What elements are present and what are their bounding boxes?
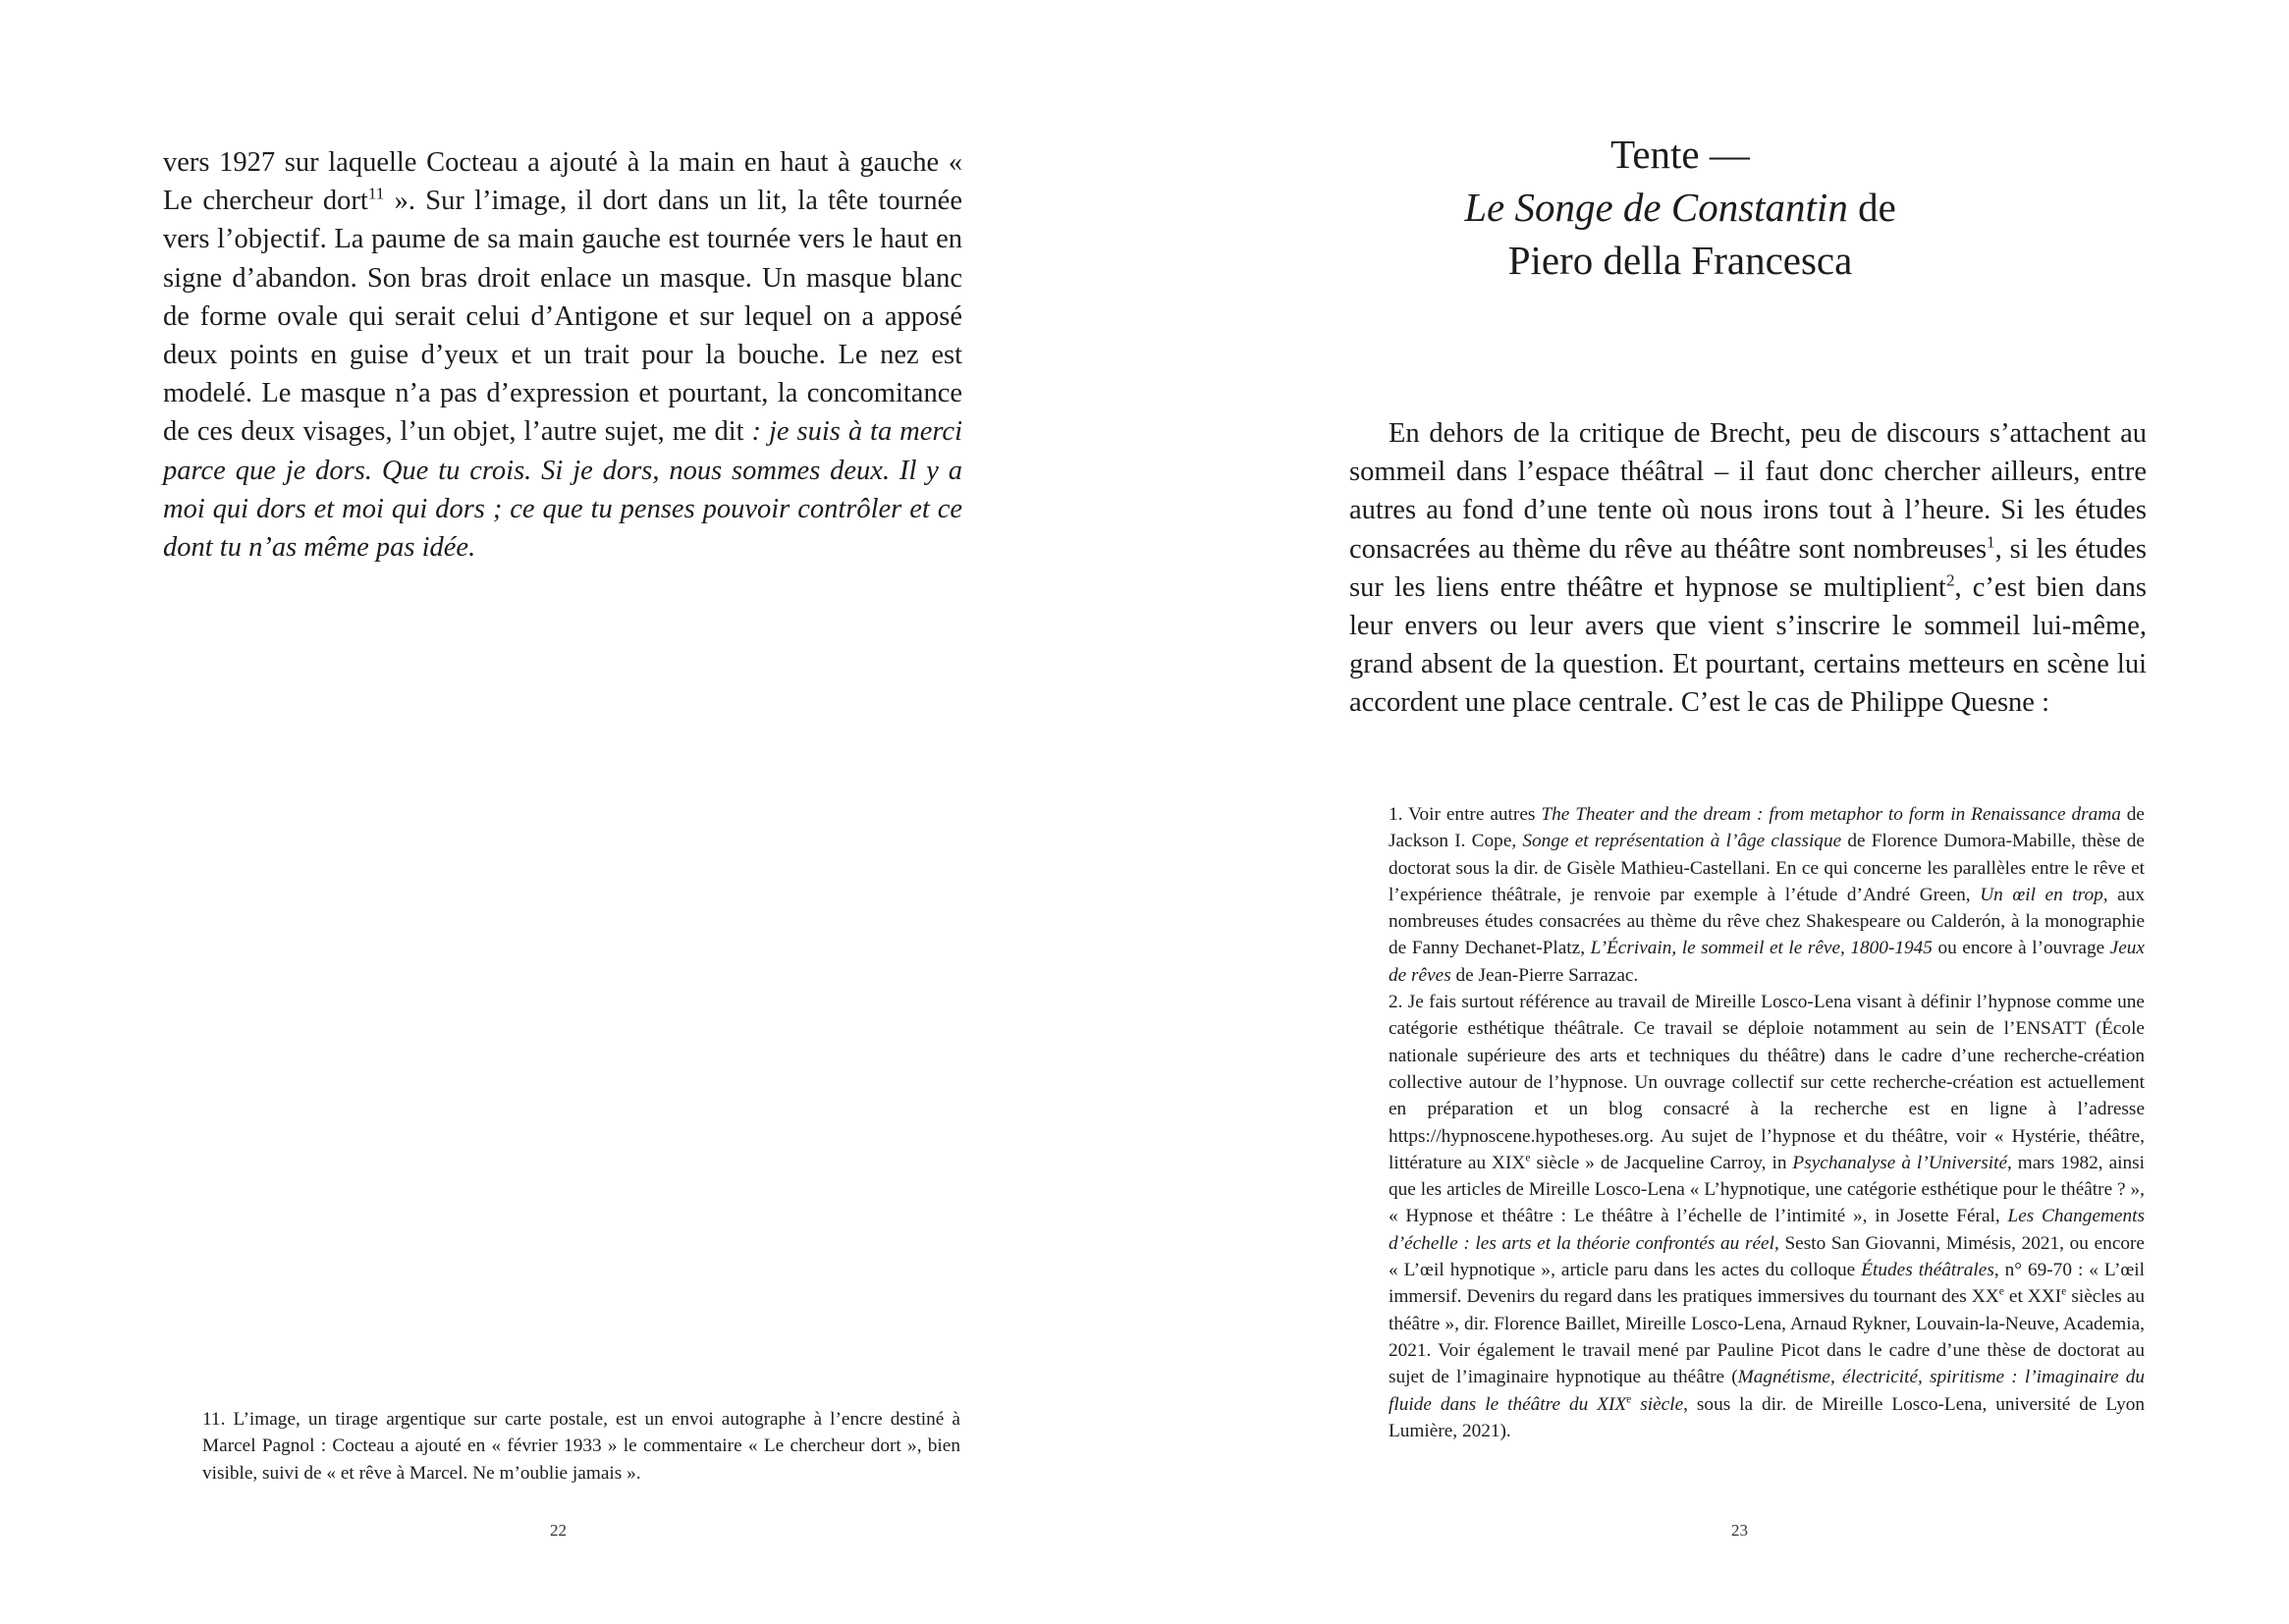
footnote-1: 1. Voir entre autres The Theater and the dream : from metaphor to form in Renaissance drama de Jackson I. Cope, Songe et représentation à l’âge classique de Florence Dumora-Mabille, thèse de doctorat sous la dir. de Gisèle Mathieu-Castellani. En ce qui concerne les parallèles entre le rêve et l’expérience théâtrale, je renvoie par exemple à l’étude d’André Green, Un œil en trop, aux nombreuses études consacrées au thème du rêve chez Shakespeare ou Calderón, à la monographie de Fanny Dechanet-Platz, L’Écrivain, le sommeil et le rêve, 1800-1945 ou encore à l’ouvrage Jeux de rêves de Jean-Pierre Sarrazac. bbox=[1389, 804, 2145, 986]
footnote-11: 11. L’image, un tirage argentique sur carte postale, est un envoi autographe à l’encre destiné à Marcel Pagnol : Cocteau a ajouté en « février 1933 » le commentaire « Le chercheur dort », bien visible, suivi de « et rêve à Marcel. Ne m’oublie jamais ». bbox=[202, 1409, 960, 1484]
footnote-ref-1[interactable]: 1 bbox=[1987, 532, 1995, 552]
title-line-2: Le Songe de Constantin de bbox=[1464, 185, 1896, 230]
left-footnotes bbox=[202, 1406, 960, 1487]
left-paragraph: vers 1927 sur laquelle Cocteau a ajouté à la main en haut à gauche « Le chercheur dort$^{11}$ ». Sur l’image, il dort dans un lit, la tête tournée vers l’objectif. La paume de sa main gauche est tournée vers le haut en signe d’abandon. Son bras droit enlace un masque. Un masque blanc de forme ovale qui serait celui d’Antigone et sur lequel on a apposé deux points en guise d’yeux et un trait pour la bouche. Le nez est modelé. Le masque n’a pas d’expression et pourtant, la concomitance de ces deux visages, l’un objet, l’autre sujet, me dit : je suis à ta merci parce que je dors. Que tu crois. Si je dors, nous sommes deux. Il y a moi qui dors et moi qui dors ; ce que tu penses pouvoir contrôler et ce dont tu n’as même pas idée. bbox=[163, 147, 962, 564]
right-page bbox=[1145, 0, 2289, 1624]
italic-quote: : je suis à ta merci parce que je dors. Que tu crois. Si je dors, nous sommes deux. Il y a moi qui dors et moi qui dors ; ce que tu penses pouvoir contrôler et ce dont tu n’as même pas idée. bbox=[163, 416, 962, 564]
page-number-right: 23 bbox=[1731, 1521, 1748, 1540]
right-body-text bbox=[1349, 414, 2147, 723]
title-line-3: Piero della Francesca bbox=[1507, 238, 1853, 283]
footnote-ref-2[interactable]: 2 bbox=[1945, 570, 1955, 590]
footnote-ref-11[interactable]: 11 bbox=[367, 184, 385, 203]
left-page bbox=[0, 0, 1144, 1624]
footnote-2: 2. Je fais surtout référence au travail de Mireille Losco-Lena visant à définir l’hypnose comme une catégorie esthétique théâtrale. Ce travail se déploie notamment au sein de l’ENSATT (École nationale supérieure des arts et techniques du théâtre) dans le cadre d’une recherche-création collective autour de l’hypnose. Un ouvrage collectif sur cette recherche-création est actuellement en préparation et un blog consacré à la recherche est en ligne à l’adresse https://hypnoscene.hypotheses.org. Au sujet de l’hypnose et du théâtre, voir « Hystérie, théâtre, littérature au XIXe siècle » de Jacqueline Carroy, in Psychanalyse à l’Université, mars 1982, ainsi que les articles de Mireille Losco-Lena « L’hypnotique, une catégorie esthétique pour le théâtre ? », « Hypnose et théâtre : Le théâtre à l’échelle de l’intimité », in Josette Féral, Les Changements d’échelle : les arts et la théorie confrontés au réel, Sesto San Giovanni, Mimésis, 2021, ou encore « L’œil hypnotique », article paru dans les actes du colloque Études théâtrales, n° 69-70 : « L’œil immersif. Devenirs du regard dans les pratiques immersives du tournant des XXe et XXIe siècles au théâtre », dir. Florence Baillet, Mireille Losco-Lena, Arnaud Rykner, Louvain-la-Neuve, Academia, 2021. Voir également le travail mené par Pauline Picot dans le cadre d’une thèse de doctorat au sujet de l’imaginaire hypnotique au théâtre (Magnétisme, électricité, spiritisme : l’imaginaire du fluide dans le théâtre du XIXe siècle, sous la dir. de Mireille Losco-Lena, université de Lyon Lumière, 2021). bbox=[1389, 992, 2146, 1441]
left-body-text bbox=[163, 143, 962, 567]
title-line-1: Tente — bbox=[1610, 132, 1750, 177]
page-number-left: 22 bbox=[550, 1521, 567, 1540]
right-paragraph: En dehors de la critique de Brecht, peu de discours s’attachent au sommeil dans l’espace théâtral – il faut donc chercher ailleurs, entre autres au fond d’une tente où nous irons tout à l’heure. Si les études consacrées au thème du rêve au théâtre sont nombreuses$^1$, si les études sur les liens entre théâtre et hypnose se multiplient$^2$, c’est bien dans leur envers ou leur avers que vient s’inscrire le sommeil lui-même, grand absent de la question. Et pourtant, certains metteurs en scène lui accordent une place centrale. C’est le cas de Philippe Quesne : bbox=[1349, 418, 2147, 719]
right-footnotes bbox=[1389, 801, 2145, 1444]
chapter-title bbox=[1106, 128, 2255, 287]
